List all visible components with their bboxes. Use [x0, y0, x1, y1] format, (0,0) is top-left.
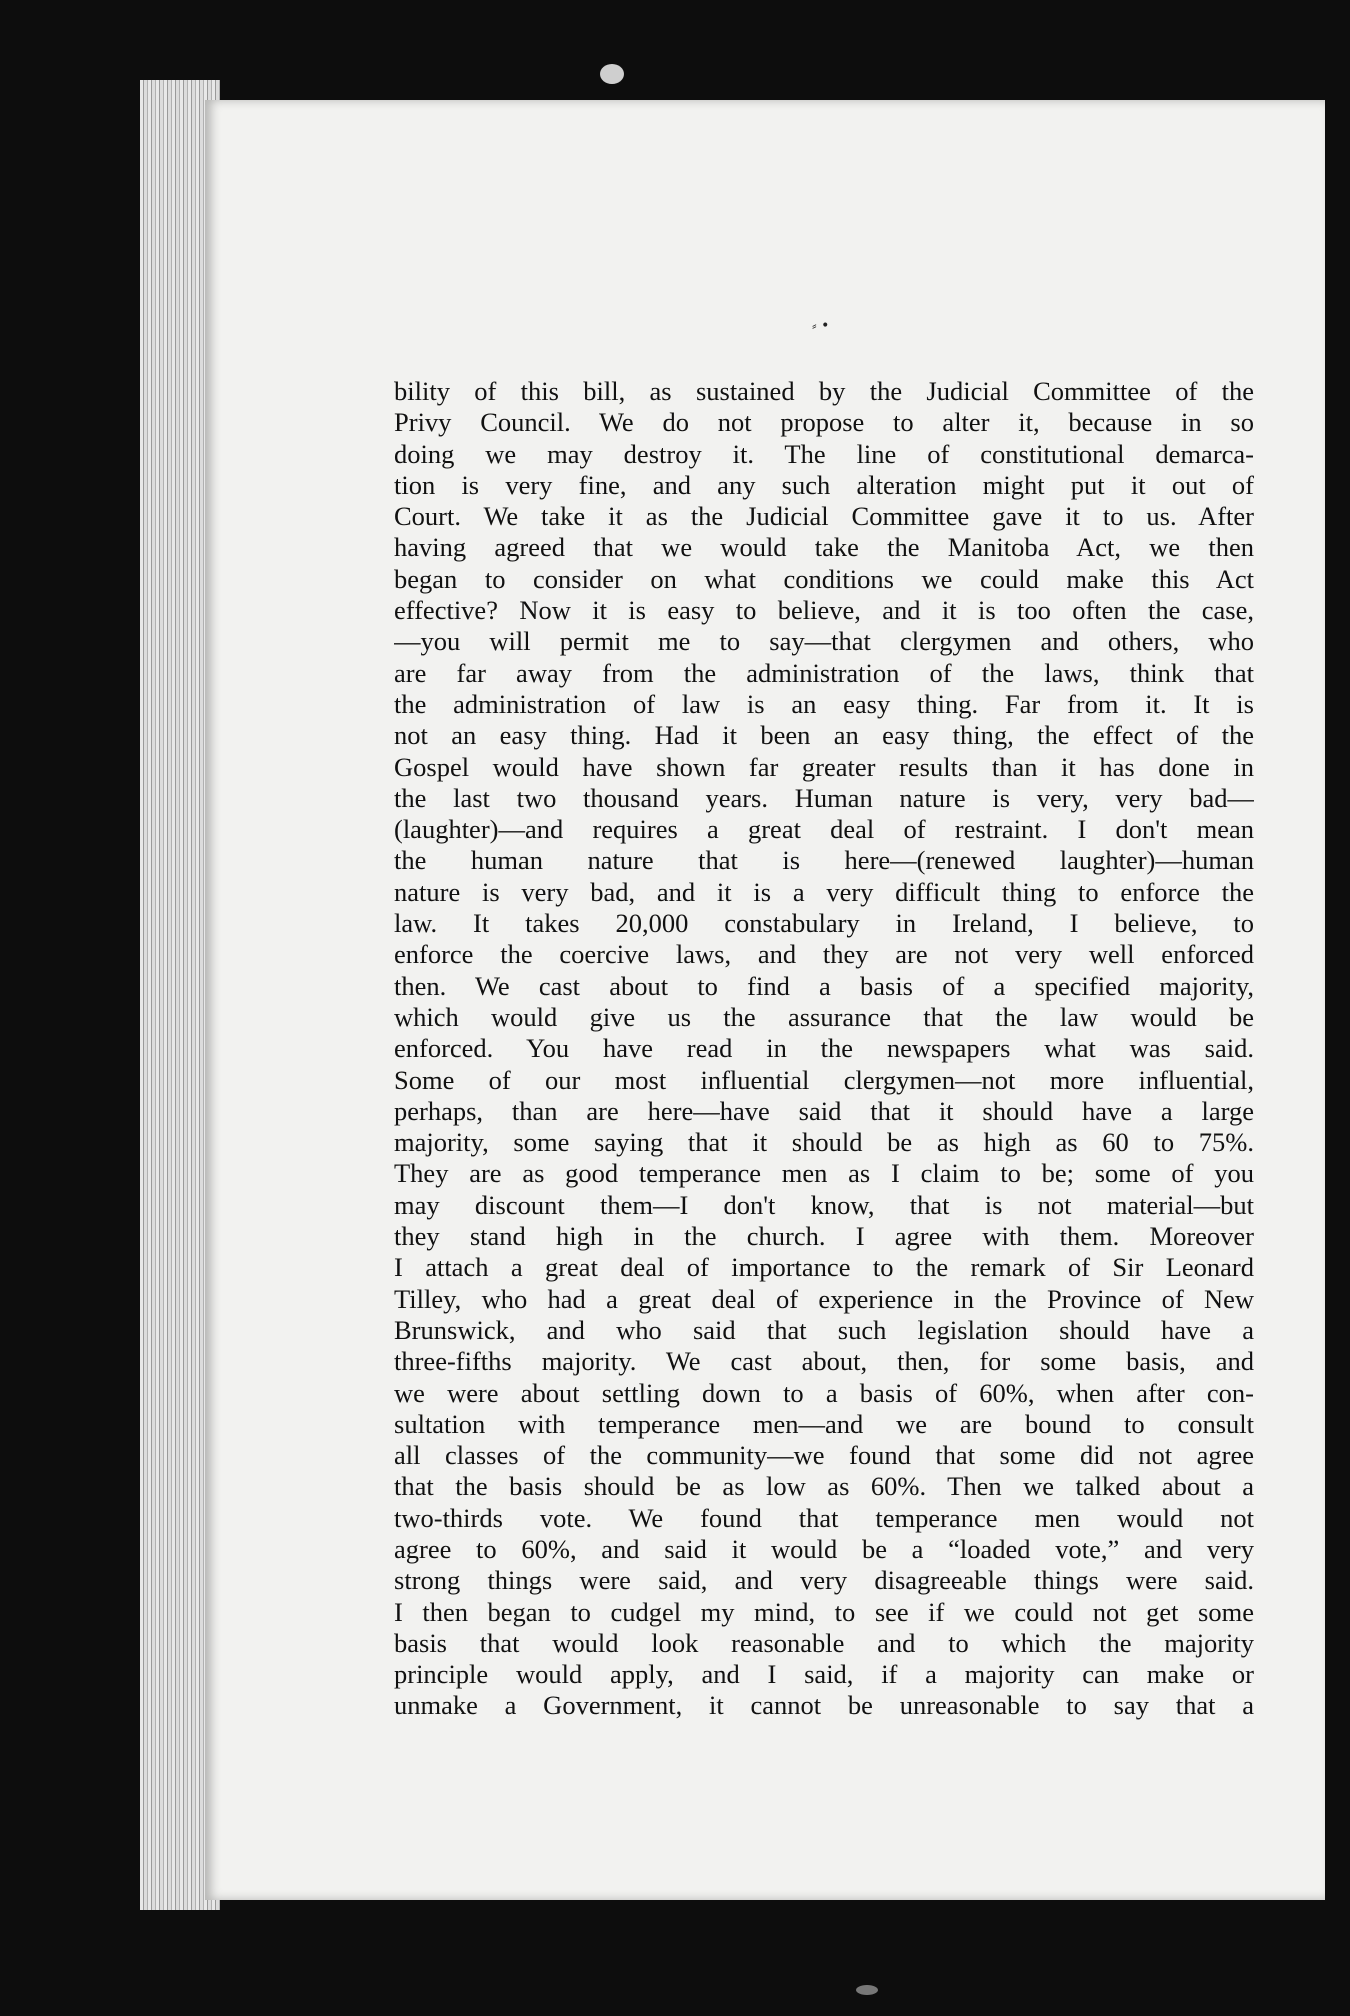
text-line: —you will permit me to say—that clergymen and others, who — [394, 626, 1254, 657]
text-line: the administration of law is an easy thing. Far from it. It is — [394, 688, 1254, 719]
text-line: effective? Now it is easy to believe, and it is too often the case, — [394, 595, 1254, 626]
text-line: unmake a Government, it cannot be unreasonable to say that a — [394, 1690, 1254, 1721]
text-line: Some of our most influential clergymen—not more influential, — [394, 1064, 1254, 1095]
scan-blot-bottom — [856, 1985, 878, 1995]
text-line: which would give us the assurance that the law would be — [394, 1001, 1254, 1032]
text-line: nature is very bad, and it is a very difficult thing to enforce the — [394, 876, 1254, 907]
text-line: tion is very fine, and any such alteration might put it out of — [394, 469, 1254, 500]
text-line: then. We cast about to find a basis of a specified majority, — [394, 970, 1254, 1001]
body-text — [394, 376, 1254, 1722]
text-line: they stand high in the church. I agree with them. Moreover — [394, 1221, 1254, 1252]
text-line: two-thirds vote. We found that temperance men would not — [394, 1502, 1254, 1533]
text-line: began to consider on what conditions we could make this Act — [394, 563, 1254, 594]
page-mark: ⸗ • — [812, 318, 830, 334]
text-line: three-fifths majority. We cast about, then, for some basis, and — [394, 1346, 1254, 1377]
text-line: enforce the coercive laws, and they are not very well enforced — [394, 939, 1254, 970]
text-line: perhaps, than are here—have said that it should have a large — [394, 1095, 1254, 1126]
text-line: that the basis should be as low as 60%. Then we talked about a — [394, 1471, 1254, 1502]
text-line: may discount them—I don't know, that is not material—but — [394, 1189, 1254, 1220]
text-line: Court. We take it as the Judicial Committee gave it to us. After — [394, 501, 1254, 532]
text-line: sultation with temperance men—and we are bound to consult — [394, 1408, 1254, 1439]
text-line: basis that would look reasonable and to which the majority — [394, 1627, 1254, 1658]
text-line: (laughter)—and requires a great deal of restraint. I don't mean — [394, 814, 1254, 845]
text-line: Privy Council. We do not propose to alter it, because in so — [394, 407, 1254, 438]
text-line: Tilley, who had a great deal of experience in the Province of New — [394, 1283, 1254, 1314]
text-line: enforced. You have read in the newspapers what was said. — [394, 1033, 1254, 1064]
text-line: all classes of the community—we found that some did not agree — [394, 1440, 1254, 1471]
text-line: I then began to cudgel my mind, to see if we could not get some — [394, 1596, 1254, 1627]
text-line: I attach a great deal of importance to the remark of Sir Leonard — [394, 1252, 1254, 1283]
text-line: the last two thousand years. Human nature is very, very bad— — [394, 782, 1254, 813]
text-line: Brunswick, and who said that such legislation should have a — [394, 1314, 1254, 1345]
text-line: law. It takes 20,000 constabulary in Ireland, I believe, to — [394, 908, 1254, 939]
text-line: we were about settling down to a basis of 60%, when after con- — [394, 1377, 1254, 1408]
text-line: doing we may destroy it. The line of constitutional demarca- — [394, 438, 1254, 469]
text-line: Gospel would have shown far greater results than it has done in — [394, 751, 1254, 782]
text-line: They are as good temperance men as I claim to be; some of you — [394, 1158, 1254, 1189]
text-line: having agreed that we would take the Manitoba Act, we then — [394, 532, 1254, 563]
text-line: majority, some saying that it should be as high as 60 to 75%. — [394, 1127, 1254, 1158]
text-line: not an easy thing. Had it been an easy thing, the effect of the — [394, 720, 1254, 751]
text-line: principle would apply, and I said, if a majority can make or — [394, 1659, 1254, 1690]
text-line: the human nature that is here—(renewed laughter)—human — [394, 845, 1254, 876]
text-line: bility of this bill, as sustained by the Judicial Committee of the — [394, 376, 1254, 406]
text-line: strong things were said, and very disagreeable things were said. — [394, 1565, 1254, 1596]
text-line: agree to 60%, and said it would be a “loaded vote,” and very — [394, 1533, 1254, 1564]
scan-blot-top — [600, 64, 624, 84]
text-line: are far away from the administration of the laws, think that — [394, 657, 1254, 688]
